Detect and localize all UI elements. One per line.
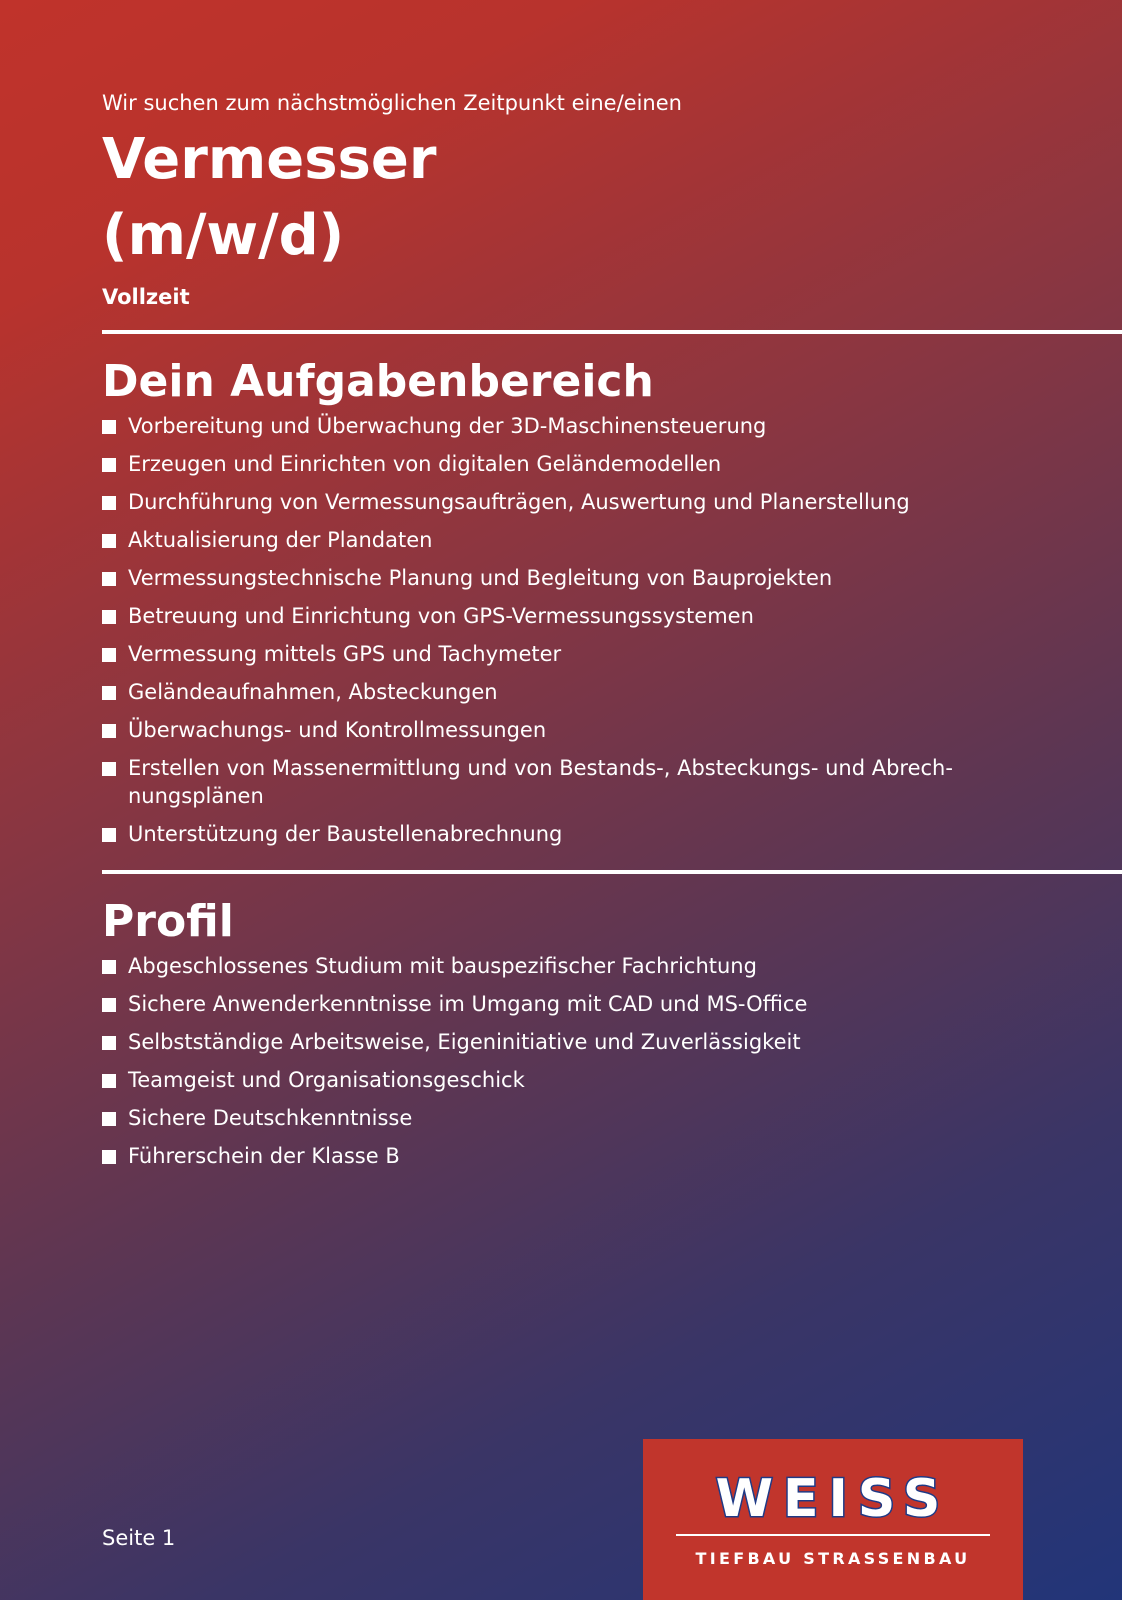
list-item — [102, 640, 982, 668]
profile-heading: Profil — [102, 896, 234, 947]
list-item — [102, 1066, 982, 1094]
list-item — [102, 952, 982, 980]
bullet-square-icon — [102, 648, 116, 662]
list-item — [102, 488, 982, 516]
section-divider — [102, 330, 1122, 334]
logo-divider — [676, 1534, 990, 1536]
bullet-square-icon — [102, 762, 116, 776]
list-item-text: Geländeaufnahmen, Absteckungen — [128, 680, 498, 704]
list-item-text: Vorbereitung und Überwachung der 3D-Maschinensteuerung — [128, 414, 767, 438]
list-item — [102, 754, 982, 810]
bullet-square-icon — [102, 534, 116, 548]
list-item-text: Erzeugen und Einrichten von digitalen Geländemodellen — [128, 452, 722, 476]
job-title-line-2: (m/w/d) — [102, 203, 345, 268]
bullet-square-icon — [102, 998, 116, 1012]
list-item — [102, 526, 982, 554]
list-item-text: Teamgeist und Organisationsgeschick — [128, 1068, 525, 1092]
list-item-text: Vermessungstechnische Planung und Begleitung von Bauprojekten — [128, 566, 833, 590]
logo-tagline: TIEFBAU STRASSENBAU — [695, 1549, 971, 1568]
list-item — [102, 412, 982, 440]
employment-type: Vollzeit — [102, 285, 190, 309]
list-item-text: Sichere Anwenderkenntnisse im Umgang mit CAD und MS-Office — [128, 992, 808, 1016]
bullet-square-icon — [102, 610, 116, 624]
list-item-text: Erstellen von Massenermittlung und von Bestands-, Absteckungs- und Abrech-nungsplänen — [128, 756, 953, 808]
profile-list — [102, 952, 982, 1170]
bullet-square-icon — [102, 1074, 116, 1088]
list-item-text: Selbstständige Arbeitsweise, Eigeninitiative und Zuverlässigkeit — [128, 1030, 801, 1054]
list-item-text: Vermessung mittels GPS und Tachymeter — [128, 642, 562, 666]
list-item — [102, 602, 982, 630]
bullet-square-icon — [102, 420, 116, 434]
intro-text: Wir suchen zum nächstmöglichen Zeitpunkt eine/einen — [102, 91, 682, 115]
bullet-square-icon — [102, 1150, 116, 1164]
list-item — [102, 990, 982, 1018]
bullet-square-icon — [102, 686, 116, 700]
list-item-text: Unterstützung der Baustellenabrechnung — [128, 822, 563, 846]
page-number: Seite 1 — [102, 1526, 176, 1550]
list-item — [102, 716, 982, 744]
list-item-text: Betreuung und Einrichtung von GPS-Vermessungssystemen — [128, 604, 754, 628]
bullet-square-icon — [102, 1036, 116, 1050]
list-item — [102, 1104, 982, 1132]
bullet-square-icon — [102, 572, 116, 586]
list-item-text: Überwachungs- und Kontrollmessungen — [128, 718, 547, 742]
bullet-square-icon — [102, 828, 116, 842]
list-item — [102, 450, 982, 478]
job-title-line-1: Vermesser — [102, 127, 437, 192]
logo-wordmark: WEISS — [715, 1469, 951, 1529]
section-divider — [102, 870, 1122, 874]
job-title — [102, 122, 1122, 274]
bullet-square-icon — [102, 724, 116, 738]
list-item-text: Sichere Deutschkenntnisse — [128, 1106, 413, 1130]
list-item — [102, 1142, 982, 1170]
list-item-text: Abgeschlossenes Studium mit bauspezifischer Fachrichtung — [128, 954, 757, 978]
tasks-heading: Dein Aufgabenbereich — [102, 356, 654, 407]
bullet-square-icon — [102, 960, 116, 974]
bullet-square-icon — [102, 496, 116, 510]
list-item-text: Aktualisierung der Plandaten — [128, 528, 433, 552]
company-logo — [643, 1439, 1023, 1600]
list-item-text: Durchführung von Vermessungsaufträgen, Auswertung und Planerstellung — [128, 490, 910, 514]
list-item — [102, 820, 982, 848]
bullet-square-icon — [102, 458, 116, 472]
tasks-list — [102, 412, 982, 848]
main-content — [102, 88, 1122, 1180]
bullet-square-icon — [102, 1112, 116, 1126]
list-item — [102, 678, 982, 706]
list-item — [102, 564, 982, 592]
list-item — [102, 1028, 982, 1056]
list-item-text: Führerschein der Klasse B — [128, 1144, 400, 1168]
